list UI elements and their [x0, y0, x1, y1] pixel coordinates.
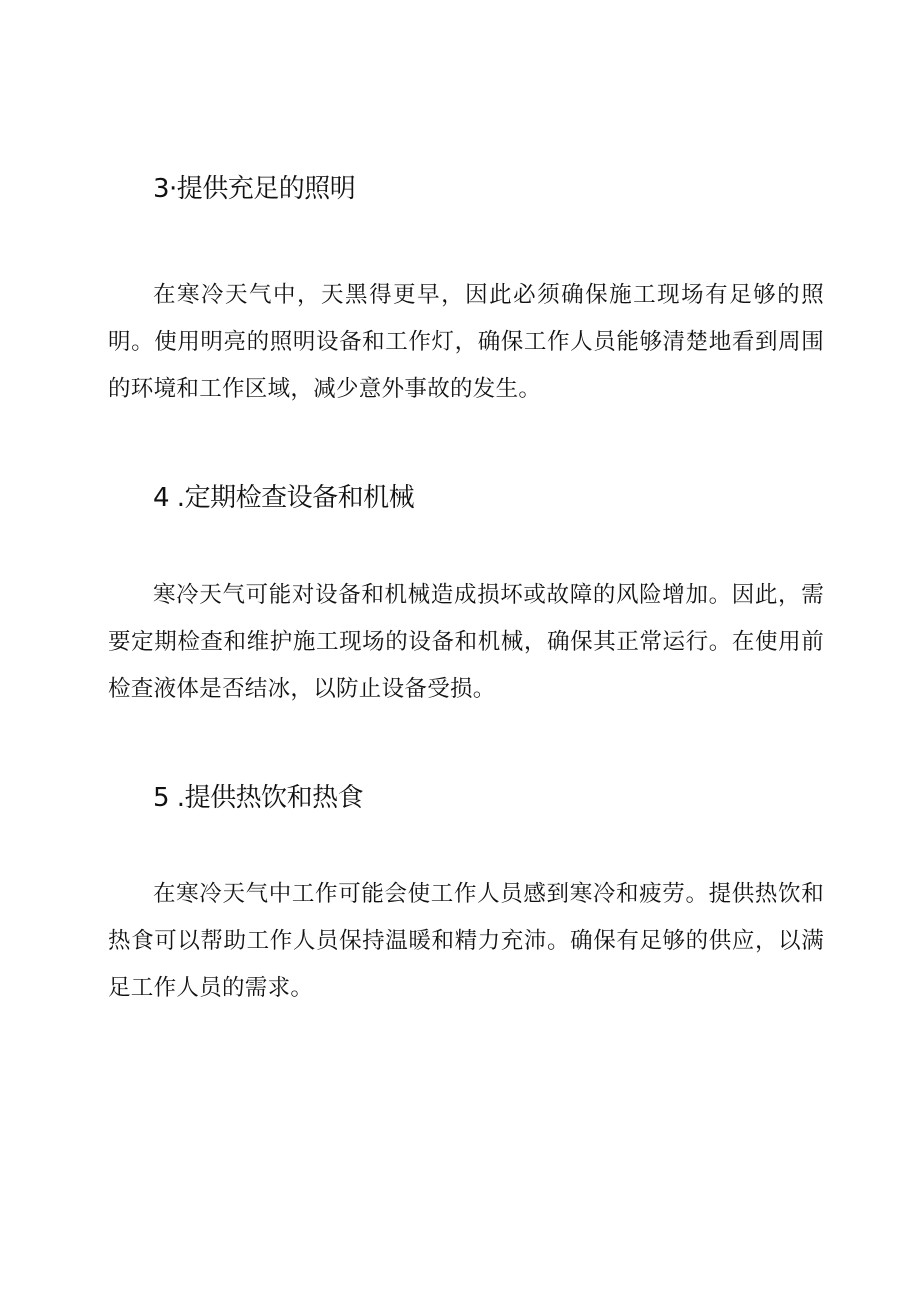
- section-heading-lighting: 3·提供充足的照明: [153, 174, 356, 204]
- section-heading-equipment-inspection: 4 .定期检查设备和机械: [153, 483, 415, 513]
- section-paragraph-equipment-inspection: 寒冷天气可能对设备和机械造成损坏或故障的风险增加。因此，需要定期检查和维护施工现场的设备和机械，确保其正常运行。在使用前检查液体是否结冰，以防止设备受损。: [108, 582, 824, 702]
- section-paragraph-lighting: 在寒冷天气中，天黑得更早，因此必须确保施工现场有足够的照明。使用明亮的照明设备和工作灯，确保工作人员能够清楚地看到周围的环境和工作区域，减少意外事故的发生。: [108, 282, 824, 402]
- section-paragraph-hot-food: 在寒冷天气中工作可能会使工作人员感到寒冷和疲劳。提供热饮和热食可以帮助工作人员保持温暖和精力充沛。确保有足够的供应，以满足工作人员的需求。: [108, 881, 824, 1001]
- section-heading-hot-food: 5 .提供热饮和热食: [153, 783, 364, 813]
